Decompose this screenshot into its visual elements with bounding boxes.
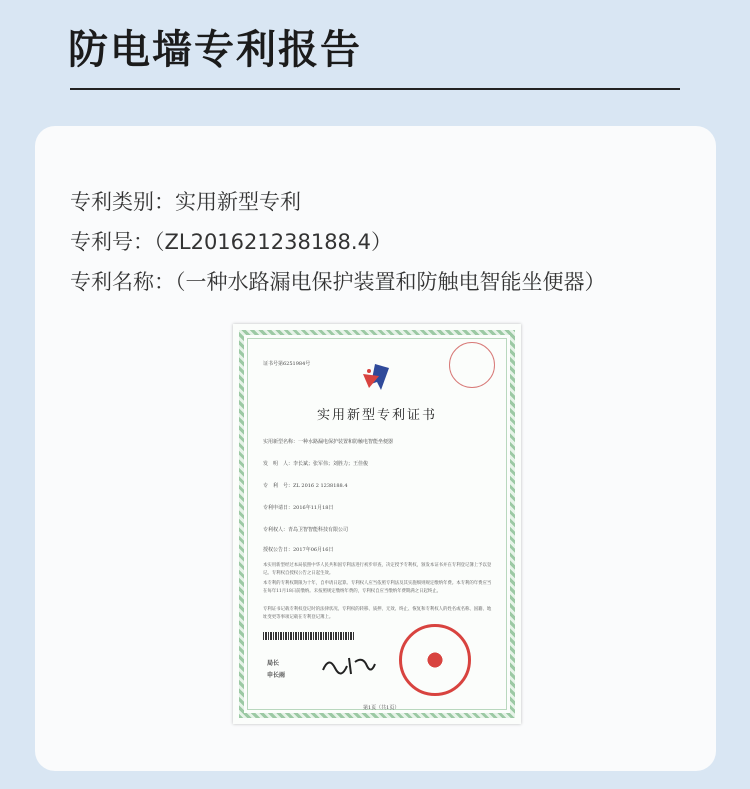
official-red-seal-icon — [399, 624, 471, 696]
content-card — [35, 126, 716, 771]
patent-category: 专利类别：实用新型专利 — [70, 190, 301, 214]
patent-number: 专利号：（ZL201621238188.4） — [70, 230, 392, 254]
certificate-page-label: 第1页（共1页） — [363, 705, 400, 711]
certificate-paragraph-3: 专利证书记载专利权登记时的法律状况。专利权的转移、质押、无效、终止、恢复和专利权人的姓名或名称、国籍、地址变更等事项记载在专利登记簿上。 — [263, 607, 492, 620]
official-stamp-icon — [449, 342, 495, 388]
certificate-holder-line: 专利权人：青岛卫智智能科技有限公司 — [263, 527, 349, 533]
seal-emblem-icon — [422, 647, 448, 673]
page-title: 防电墙专利报告 — [68, 27, 362, 73]
certificate-paragraph-1: 本实用新型经过本局依照中华人民共和国专利法进行初步审查，决定授予专利权，颁发本证书并在专利登记簿上予以登记。专利权自授权公告之日起生效。 — [263, 563, 492, 576]
director-name: 申长雨 — [267, 672, 286, 679]
patent-certificate-image — [233, 324, 521, 724]
patent-name: 专利名称：（一种水路漏电保护装置和防触电智能坐便器） — [70, 270, 606, 294]
certificate-grant-date-line: 授权公告日：2017年06月16日 — [263, 547, 334, 553]
director-signature-icon — [319, 652, 379, 680]
certificate-patent-number-line: 专 利 号：ZL 2016 2 1238188.4 — [263, 483, 348, 489]
certificate-name-line: 实用新型名称：一种水路漏电保护装置和防触电智能坐便器 — [263, 439, 394, 445]
certificate-paragraph-2: 本专利的专利权期限为十年，自申请日起算。专利权人应当依照专利法及其实施细则规定缴纳年费。本专利的年费应当在每年11月18日前缴纳。未按照规定缴纳年费的，专利权自应当缴纳年费期满之日起终止。 — [263, 581, 492, 594]
certificate-filing-date-line: 专利申请日：2016年11月18日 — [263, 505, 334, 511]
title-divider — [70, 88, 680, 90]
patent-office-logo-icon — [359, 362, 395, 392]
patent-info — [70, 182, 606, 302]
certificate-barcode — [263, 632, 355, 640]
certificate-inventor-line: 发 明 人：李长斌；张军伟；刘胜力；王佳俊 — [263, 461, 369, 467]
certificate-title: 实用新型专利证书 — [316, 408, 437, 423]
certificate-number: 证书号第6251984号 — [263, 361, 311, 367]
director-label: 局长 — [267, 660, 280, 667]
